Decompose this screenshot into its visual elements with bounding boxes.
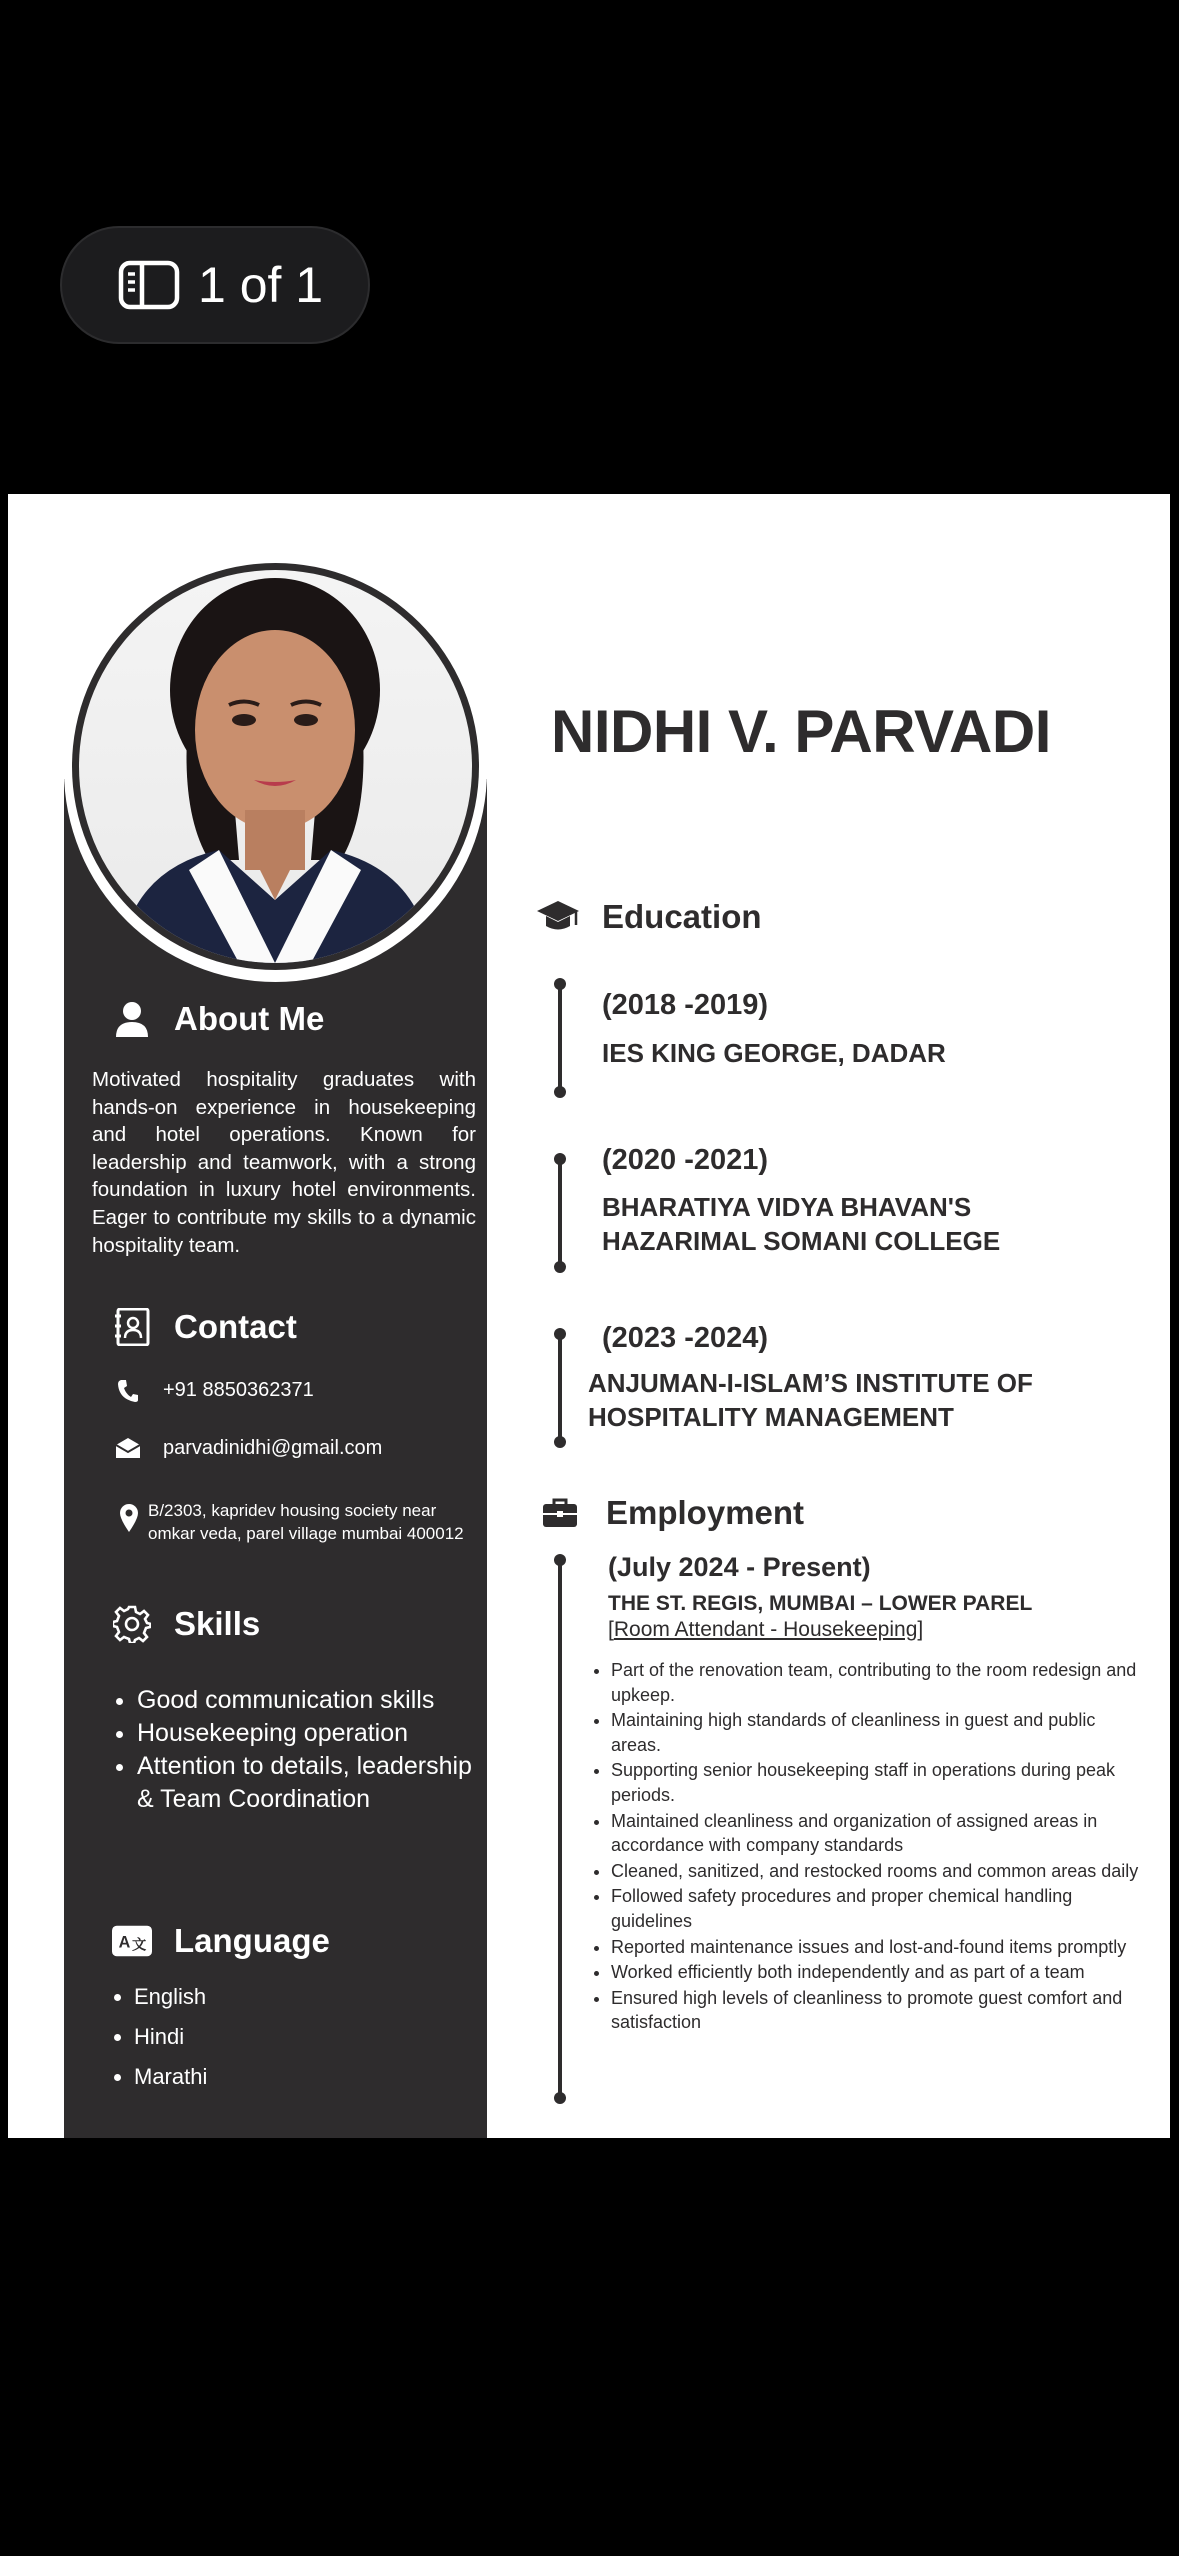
list-item: • Attention to details, leadership & Team Coordination (137, 1750, 477, 1816)
phone-icon (113, 1379, 143, 1403)
language-heading-label: Language (174, 1922, 330, 1959)
timeline-dot (554, 978, 566, 990)
contact-email[interactable] (113, 1437, 382, 1460)
address-text: B/2303, kapridev housing society near omkar veda, parel village mumbai 400012 (148, 1501, 464, 1543)
graduation-cap-icon (536, 899, 580, 935)
email-address: parvadinidhi@gmail.com (163, 1437, 383, 1459)
list-item: • Maintained cleanliness and organization of assigned areas in accordance with company standards (611, 1809, 1146, 1858)
contact-heading (112, 1307, 297, 1347)
skills-heading-label: Skills (174, 1605, 261, 1642)
language-heading (112, 1921, 330, 1961)
job-role-label: Room Attendant - Housekeeping (613, 1618, 918, 1641)
list-item: • Followed safety procedures and proper chemical handling guidelines (611, 1884, 1146, 1933)
language-list (106, 1984, 207, 2104)
education-years: (2023 -2024) (602, 1322, 769, 1354)
about-text: Motivated hospitality graduates with hands-on experience in housekeeping and hotel operations. Known for leadership and teamwork, with a strong foundation in luxury hotel environments. Eager to contribute my skills to a dynamic hospitality team. (92, 1068, 476, 1257)
education-school: IES KING GEORGE, DADAR (602, 1038, 946, 1068)
list-item: • Supporting senior housekeeping staff in operations during peak periods. (611, 1758, 1146, 1807)
page-indicator-label: 1 of 1 (198, 257, 324, 313)
list-item: • Housekeeping operation (137, 1717, 477, 1750)
svg-text:文: 文 (132, 1937, 147, 1954)
employment-heading (542, 1494, 804, 1532)
translate-icon (112, 1921, 152, 1961)
education-school: ANJUMAN-I-ISLAM’S INSTITUTE OF HOSPITALITY MANAGEMENT (588, 1368, 1033, 1432)
job-company: THE ST. REGIS, MUMBAI – LOWER PAREL (608, 1592, 1033, 1615)
list-item: • Maintaining high standards of cleanliness in guest and public areas. (611, 1708, 1146, 1757)
page-indicator[interactable] (60, 226, 370, 344)
timeline-line (558, 1332, 562, 1442)
timeline-dot (554, 1554, 566, 1566)
education-years: (2020 -2021) (602, 1144, 769, 1176)
skills-list (101, 1684, 477, 1816)
phone-number: +91 8850362371 (163, 1379, 314, 1401)
about-heading (112, 999, 324, 1039)
timeline-dot (554, 2092, 566, 2104)
timeline-dot (554, 1436, 566, 1448)
duties-list (591, 1658, 1146, 2036)
timeline-dot (554, 1261, 566, 1273)
education-heading (536, 898, 762, 936)
education-school: BHARATIYA VIDYA BHAVAN'S HAZARIMAL SOMANI COLLEGE (602, 1192, 1001, 1256)
list-item: • Worked efficiently both independently and as part of a team (611, 1960, 1146, 1985)
timeline-dot (554, 1086, 566, 1098)
list-item: • Part of the renovation team, contributing to the room redesign and upkeep. (611, 1658, 1146, 1707)
timeline-line (558, 982, 562, 1092)
person-icon (112, 999, 152, 1039)
list-item: • English (134, 1984, 207, 2010)
resume-page[interactable] (8, 494, 1170, 2138)
about-heading-label: About Me (174, 1000, 325, 1037)
list-item: • Marathi (134, 2064, 207, 2090)
timeline-line (558, 1558, 562, 2098)
list-item: • Cleaned, sanitized, and restocked rooms and common areas daily (611, 1859, 1146, 1884)
sidebar-panel-icon (118, 260, 180, 310)
employment-heading-label: Employment (606, 1494, 805, 1531)
list-item: • Hindi (134, 2024, 207, 2050)
briefcase-icon (542, 1498, 578, 1528)
timeline-dot (554, 1153, 566, 1165)
education-years: (2018 -2019) (602, 989, 769, 1021)
contact-book-icon (112, 1307, 152, 1347)
envelope-icon (113, 1437, 143, 1459)
job-period: (July 2024 - Present) (608, 1552, 871, 1582)
profile-photo (72, 563, 479, 970)
job-role: [Room Attendant - Housekeeping] (608, 1618, 924, 1641)
timeline-line (558, 1157, 562, 1267)
skills-heading (112, 1604, 260, 1644)
list-item: • Reported maintenance issues and lost-and-found items promptly (611, 1935, 1146, 1960)
contact-heading-label: Contact (174, 1308, 297, 1345)
contact-address (118, 1499, 478, 1545)
svg-text:A: A (118, 1933, 131, 1952)
list-item: • Good communication skills (137, 1684, 477, 1717)
location-pin-icon (118, 1499, 140, 1533)
education-heading-label: Education (602, 898, 762, 935)
contact-phone[interactable] (113, 1379, 314, 1403)
page-title: NIDHI V. PARVADI (551, 698, 1051, 765)
list-item: • Ensured high levels of cleanliness to promote guest comfort and satisfaction (611, 1986, 1146, 2035)
timeline-dot (554, 1328, 566, 1340)
gear-icon (112, 1604, 152, 1644)
